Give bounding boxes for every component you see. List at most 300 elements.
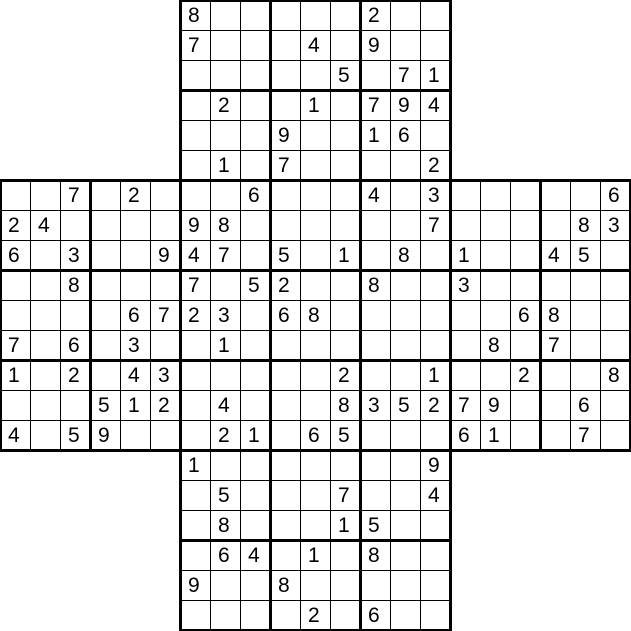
cell-r3c9-empty[interactable] <box>240 60 271 91</box>
cell-r19c11-given: 1 <box>300 540 331 571</box>
cell-r13c16-empty[interactable] <box>450 360 481 391</box>
cell-r8c17-empty[interactable] <box>480 210 511 241</box>
cell-r4c13-given: 7 <box>360 90 391 121</box>
cell-r10c13-given: 8 <box>360 270 391 301</box>
cell-r7c11-empty[interactable] <box>300 180 331 211</box>
cell-r6c7-empty[interactable] <box>180 150 211 181</box>
cell-r8c14-empty[interactable] <box>390 210 421 241</box>
cell-r18c14-empty[interactable] <box>390 510 421 541</box>
cell-r8c13-empty[interactable] <box>360 210 391 241</box>
cell-r7c17-empty[interactable] <box>480 180 511 211</box>
cell-r12c21-empty[interactable] <box>600 330 631 361</box>
cell-r14c17-given: 9 <box>480 390 511 421</box>
cell-r10c21-empty[interactable] <box>600 270 631 301</box>
cell-r7c21-given: 6 <box>600 180 631 211</box>
cell-r15c1-given: 4 <box>0 420 31 451</box>
cell-r1c12-empty[interactable] <box>330 0 361 31</box>
cell-r5c14-given: 6 <box>390 120 421 151</box>
cell-r20c11-empty[interactable] <box>300 570 331 601</box>
cell-r2c15-empty[interactable] <box>420 30 451 61</box>
cell-r7c15-given: 3 <box>420 180 451 211</box>
cell-r18c11-empty[interactable] <box>300 510 331 541</box>
cell-r11c13-empty[interactable] <box>360 300 391 331</box>
cell-r14c11-empty[interactable] <box>300 390 331 421</box>
cell-r8c3-empty[interactable] <box>60 210 91 241</box>
cell-r15c10-empty[interactable] <box>270 420 301 451</box>
cell-r12c16-empty[interactable] <box>450 330 481 361</box>
cell-r20c9-empty[interactable] <box>240 570 271 601</box>
cell-r14c13-given: 3 <box>360 390 391 421</box>
cell-r8c9-empty[interactable] <box>240 210 271 241</box>
cell-r4c11-given: 1 <box>300 90 331 121</box>
cell-r8c15-given: 7 <box>420 210 451 241</box>
cell-r4c7-empty[interactable] <box>180 90 211 121</box>
cell-r9c5-empty[interactable] <box>120 240 151 271</box>
cell-r11c18-given: 6 <box>510 300 541 331</box>
cell-r1c14-empty[interactable] <box>390 0 421 31</box>
cell-r1c15-empty[interactable] <box>420 0 451 31</box>
cell-r12c6-empty[interactable] <box>150 330 181 361</box>
cell-r3c11-empty[interactable] <box>300 60 331 91</box>
cell-r6c14-empty[interactable] <box>390 150 421 181</box>
cell-r11c3-empty[interactable] <box>60 300 91 331</box>
cell-r20c15-empty[interactable] <box>420 570 451 601</box>
cell-r8c7-given: 9 <box>180 210 211 241</box>
cell-r14c5-given: 1 <box>120 390 151 421</box>
cell-r14c1-empty[interactable] <box>0 390 31 421</box>
cell-r19c7-empty[interactable] <box>180 540 211 571</box>
cell-r7c18-empty[interactable] <box>510 180 541 211</box>
cell-r8c4-empty[interactable] <box>90 210 121 241</box>
cell-r8c21-given: 3 <box>600 210 631 241</box>
cell-r13c9-empty[interactable] <box>240 360 271 391</box>
cell-r5c10-given: 9 <box>270 120 301 151</box>
cell-r11c2-empty[interactable] <box>30 300 61 331</box>
cell-r14c18-empty[interactable] <box>510 390 541 421</box>
cell-r16c15-given: 9 <box>420 450 451 481</box>
cell-r8c6-empty[interactable] <box>150 210 181 241</box>
cell-r11c1-empty[interactable] <box>0 300 31 331</box>
cell-r12c10-empty[interactable] <box>270 330 301 361</box>
cell-r14c7-empty[interactable] <box>180 390 211 421</box>
cell-r3c10-empty[interactable] <box>270 60 301 91</box>
cell-r9c20-given: 5 <box>570 240 601 271</box>
cell-r18c8-given: 8 <box>210 510 241 541</box>
cell-r9c1-given: 6 <box>0 240 31 271</box>
cell-r13c5-given: 4 <box>120 360 151 391</box>
cell-r5c13-given: 1 <box>360 120 391 151</box>
cell-r14c3-empty[interactable] <box>60 390 91 421</box>
cell-r20c10-given: 8 <box>270 570 301 601</box>
cell-r8c10-empty[interactable] <box>270 210 301 241</box>
cell-r13c11-empty[interactable] <box>300 360 331 391</box>
cell-r15c2-empty[interactable] <box>30 420 61 451</box>
cell-r12c8-given: 1 <box>210 330 241 361</box>
cell-r6c12-empty[interactable] <box>330 150 361 181</box>
cell-r21c9-empty[interactable] <box>240 600 271 631</box>
cell-r11c5-given: 6 <box>120 300 151 331</box>
cell-r13c15-given: 1 <box>420 360 451 391</box>
cell-r7c7-empty[interactable] <box>180 180 211 211</box>
cell-r17c11-empty[interactable] <box>300 480 331 511</box>
cell-r14c21-empty[interactable] <box>600 390 631 421</box>
cell-r15c8-given: 2 <box>210 420 241 451</box>
cell-r14c4-given: 5 <box>90 390 121 421</box>
cell-r12c13-empty[interactable] <box>360 330 391 361</box>
cell-r21c7-empty[interactable] <box>180 600 211 631</box>
cell-r10c9-given: 5 <box>240 270 271 301</box>
cell-r7c8-empty[interactable] <box>210 180 241 211</box>
cell-r8c5-empty[interactable] <box>120 210 151 241</box>
cell-r15c7-empty[interactable] <box>180 420 211 451</box>
cell-r10c2-empty[interactable] <box>30 270 61 301</box>
cell-r10c14-empty[interactable] <box>390 270 421 301</box>
cell-r6c8-given: 1 <box>210 150 241 181</box>
cell-r16c8-empty[interactable] <box>210 450 241 481</box>
cell-r5c11-empty[interactable] <box>300 120 331 151</box>
cell-r10c5-empty[interactable] <box>120 270 151 301</box>
grid-box-line <box>180 539 451 542</box>
cell-r13c12-given: 2 <box>330 360 361 391</box>
cell-r9c18-empty[interactable] <box>510 240 541 271</box>
cell-r10c15-empty[interactable] <box>420 270 451 301</box>
cell-r15c18-empty[interactable] <box>510 420 541 451</box>
cell-r11c15-empty[interactable] <box>420 300 451 331</box>
cell-r11c9-empty[interactable] <box>240 300 271 331</box>
cell-r17c14-empty[interactable] <box>390 480 421 511</box>
cell-r16c10-empty[interactable] <box>270 450 301 481</box>
cell-r20c7-given: 9 <box>180 570 211 601</box>
cell-r17c8-given: 5 <box>210 480 241 511</box>
cell-r9c6-given: 9 <box>150 240 181 271</box>
cell-r5c12-empty[interactable] <box>330 120 361 151</box>
grid-box-line <box>0 449 631 452</box>
cell-r11c20-empty[interactable] <box>570 300 601 331</box>
cell-r3c7-empty[interactable] <box>180 60 211 91</box>
cell-r15c5-empty[interactable] <box>120 420 151 451</box>
cell-r17c9-empty[interactable] <box>240 480 271 511</box>
cell-r12c19-given: 7 <box>540 330 571 361</box>
cell-r11c7-given: 2 <box>180 300 211 331</box>
cell-r19c15-empty[interactable] <box>420 540 451 571</box>
grid-box-line <box>0 180 2 451</box>
cell-r18c10-empty[interactable] <box>270 510 301 541</box>
cell-r11c19-given: 8 <box>540 300 571 331</box>
cell-r2c10-empty[interactable] <box>270 30 301 61</box>
cell-r6c10-given: 7 <box>270 150 301 181</box>
cell-r8c20-given: 8 <box>570 210 601 241</box>
grid-box-line <box>449 0 452 631</box>
cell-r10c19-empty[interactable] <box>540 270 571 301</box>
cell-r8c18-empty[interactable] <box>510 210 541 241</box>
cell-r7c6-empty[interactable] <box>150 180 181 211</box>
cell-r12c2-empty[interactable] <box>30 330 61 361</box>
cell-r17c13-empty[interactable] <box>360 480 391 511</box>
cell-r14c16-given: 7 <box>450 390 481 421</box>
grid-box-line <box>359 0 362 631</box>
cell-r12c9-empty[interactable] <box>240 330 271 361</box>
cell-r10c12-empty[interactable] <box>330 270 361 301</box>
cell-r7c5-given: 2 <box>120 180 151 211</box>
cell-r17c15-given: 4 <box>420 480 451 511</box>
grid-box-line <box>0 179 631 182</box>
cell-r13c8-empty[interactable] <box>210 360 241 391</box>
cell-r13c18-given: 2 <box>510 360 541 391</box>
cell-r18c12-given: 1 <box>330 510 361 541</box>
cell-r4c8-given: 2 <box>210 90 241 121</box>
cell-r9c16-given: 1 <box>450 240 481 271</box>
cell-r4c14-given: 9 <box>390 90 421 121</box>
cell-r20c8-empty[interactable] <box>210 570 241 601</box>
cell-r1c7-given: 8 <box>180 0 211 31</box>
cell-r11c11-given: 8 <box>300 300 331 331</box>
cell-r7c12-empty[interactable] <box>330 180 361 211</box>
cell-r2c9-empty[interactable] <box>240 30 271 61</box>
cell-r13c21-given: 8 <box>600 360 631 391</box>
cell-r13c10-empty[interactable] <box>270 360 301 391</box>
cell-r8c19-empty[interactable] <box>540 210 571 241</box>
cell-r7c2-empty[interactable] <box>30 180 61 211</box>
grid-box-line <box>0 359 631 362</box>
grid-box-line <box>180 0 451 2</box>
cell-r7c19-empty[interactable] <box>540 180 571 211</box>
cell-r1c8-empty[interactable] <box>210 0 241 31</box>
cell-r9c19-given: 4 <box>540 240 571 271</box>
cell-r19c13-given: 8 <box>360 540 391 571</box>
cell-r15c15-empty[interactable] <box>420 420 451 451</box>
cell-r16c14-empty[interactable] <box>390 450 421 481</box>
cell-r2c14-empty[interactable] <box>390 30 421 61</box>
cell-r12c1-given: 7 <box>0 330 31 361</box>
cell-r13c14-empty[interactable] <box>390 360 421 391</box>
cell-r18c15-empty[interactable] <box>420 510 451 541</box>
cell-r8c1-given: 2 <box>0 210 31 241</box>
cell-r11c21-empty[interactable] <box>600 300 631 331</box>
cell-r10c1-empty[interactable] <box>0 270 31 301</box>
cell-r8c11-empty[interactable] <box>300 210 331 241</box>
cell-r9c21-empty[interactable] <box>600 240 631 271</box>
cell-r10c4-empty[interactable] <box>90 270 121 301</box>
cell-r19c10-empty[interactable] <box>270 540 301 571</box>
cell-r11c6-given: 7 <box>150 300 181 331</box>
cell-r13c20-empty[interactable] <box>570 360 601 391</box>
cell-r9c15-empty[interactable] <box>420 240 451 271</box>
cell-r8c12-empty[interactable] <box>330 210 361 241</box>
cell-r18c7-empty[interactable] <box>180 510 211 541</box>
cell-r7c1-empty[interactable] <box>0 180 31 211</box>
cell-r7c9-given: 6 <box>240 180 271 211</box>
cell-r17c10-empty[interactable] <box>270 480 301 511</box>
cell-r12c4-empty[interactable] <box>90 330 121 361</box>
cell-r12c7-empty[interactable] <box>180 330 211 361</box>
cell-r4c15-given: 4 <box>420 90 451 121</box>
cell-r2c12-empty[interactable] <box>330 30 361 61</box>
cell-r16c12-empty[interactable] <box>330 450 361 481</box>
cell-r15c4-given: 9 <box>90 420 121 451</box>
cell-r12c17-given: 8 <box>480 330 511 361</box>
cell-r7c4-empty[interactable] <box>90 180 121 211</box>
cell-r20c12-empty[interactable] <box>330 570 361 601</box>
cell-r11c4-empty[interactable] <box>90 300 121 331</box>
cell-r14c19-empty[interactable] <box>540 390 571 421</box>
cell-r9c2-empty[interactable] <box>30 240 61 271</box>
cell-r21c10-empty[interactable] <box>270 600 301 631</box>
cell-r15c6-empty[interactable] <box>150 420 181 451</box>
cell-r10c6-empty[interactable] <box>150 270 181 301</box>
cell-r7c13-given: 4 <box>360 180 391 211</box>
cell-r6c11-empty[interactable] <box>300 150 331 181</box>
cell-r1c10-empty[interactable] <box>270 0 301 31</box>
cell-r14c8-given: 4 <box>210 390 241 421</box>
grid-box-line <box>539 180 542 451</box>
cell-r16c7-given: 1 <box>180 450 211 481</box>
cell-r18c9-empty[interactable] <box>240 510 271 541</box>
cell-r21c8-empty[interactable] <box>210 600 241 631</box>
cell-r20c14-empty[interactable] <box>390 570 421 601</box>
cell-r9c3-given: 3 <box>60 240 91 271</box>
cell-r3c13-empty[interactable] <box>360 60 391 91</box>
cell-r8c16-empty[interactable] <box>450 210 481 241</box>
cell-r6c15-given: 2 <box>420 150 451 181</box>
cell-r19c8-given: 6 <box>210 540 241 571</box>
cell-r17c7-empty[interactable] <box>180 480 211 511</box>
cell-r1c9-empty[interactable] <box>240 0 271 31</box>
cell-r11c16-empty[interactable] <box>450 300 481 331</box>
cell-r4c10-empty[interactable] <box>270 90 301 121</box>
cell-r12c5-given: 3 <box>120 330 151 361</box>
cell-r15c3-given: 5 <box>60 420 91 451</box>
cell-r15c9-given: 1 <box>240 420 271 451</box>
cell-r19c12-empty[interactable] <box>330 540 361 571</box>
cell-r7c14-empty[interactable] <box>390 180 421 211</box>
cell-r13c2-empty[interactable] <box>30 360 61 391</box>
cell-r5c9-empty[interactable] <box>240 120 271 151</box>
cell-r12c15-empty[interactable] <box>420 330 451 361</box>
cell-r9c10-given: 5 <box>270 240 301 271</box>
cell-r9c11-empty[interactable] <box>300 240 331 271</box>
cell-r21c14-empty[interactable] <box>390 600 421 631</box>
cell-r4c9-empty[interactable] <box>240 90 271 121</box>
grid-box-line <box>269 0 272 631</box>
cell-r2c11-given: 4 <box>300 30 331 61</box>
cell-r14c12-given: 8 <box>330 390 361 421</box>
grid-box-line <box>0 269 631 272</box>
cell-r15c17-given: 1 <box>480 420 511 451</box>
cell-r3c12-given: 5 <box>330 60 361 91</box>
cell-r6c9-empty[interactable] <box>240 150 271 181</box>
cell-r10c17-empty[interactable] <box>480 270 511 301</box>
cell-r13c4-empty[interactable] <box>90 360 121 391</box>
cell-r9c13-empty[interactable] <box>360 240 391 271</box>
cell-r11c8-given: 3 <box>210 300 241 331</box>
cell-r10c10-given: 2 <box>270 270 301 301</box>
cell-r21c12-empty[interactable] <box>330 600 361 631</box>
cell-r5c7-empty[interactable] <box>180 120 211 151</box>
cell-r14c9-empty[interactable] <box>240 390 271 421</box>
cell-r11c17-empty[interactable] <box>480 300 511 331</box>
cell-r19c14-empty[interactable] <box>390 540 421 571</box>
cell-r2c13-given: 9 <box>360 30 391 61</box>
cell-r7c16-empty[interactable] <box>450 180 481 211</box>
grid-box-line <box>89 180 92 451</box>
cell-r15c20-given: 7 <box>570 420 601 451</box>
cell-r16c13-empty[interactable] <box>360 450 391 481</box>
cell-r20c13-empty[interactable] <box>360 570 391 601</box>
cell-r5c8-empty[interactable] <box>210 120 241 151</box>
cell-r16c9-empty[interactable] <box>240 450 271 481</box>
cell-r3c8-empty[interactable] <box>210 60 241 91</box>
cell-r9c17-empty[interactable] <box>480 240 511 271</box>
cell-r14c6-given: 2 <box>150 390 181 421</box>
cell-r21c13-given: 6 <box>360 600 391 631</box>
cell-r13c17-empty[interactable] <box>480 360 511 391</box>
cell-r14c15-given: 2 <box>420 390 451 421</box>
cell-r12c3-given: 6 <box>60 330 91 361</box>
cell-r13c13-empty[interactable] <box>360 360 391 391</box>
cell-r9c9-empty[interactable] <box>240 240 271 271</box>
cell-r15c19-empty[interactable] <box>540 420 571 451</box>
cell-r16c11-empty[interactable] <box>300 450 331 481</box>
cell-r14c10-empty[interactable] <box>270 390 301 421</box>
cell-r11c12-empty[interactable] <box>330 300 361 331</box>
cell-r15c12-given: 5 <box>330 420 361 451</box>
cell-r6c13-empty[interactable] <box>360 150 391 181</box>
cell-r12c14-empty[interactable] <box>390 330 421 361</box>
cell-r12c11-empty[interactable] <box>300 330 331 361</box>
cell-r12c18-empty[interactable] <box>510 330 541 361</box>
cell-r11c14-empty[interactable] <box>390 300 421 331</box>
cell-r14c14-given: 5 <box>390 390 421 421</box>
cell-r13c3-given: 2 <box>60 360 91 391</box>
cell-r9c14-given: 8 <box>390 240 421 271</box>
cell-r5c15-empty[interactable] <box>420 120 451 151</box>
cell-r9c12-given: 1 <box>330 240 361 271</box>
cell-r2c8-empty[interactable] <box>210 30 241 61</box>
cell-r3c14-given: 7 <box>390 60 421 91</box>
cell-r10c8-empty[interactable] <box>210 270 241 301</box>
cell-r15c21-empty[interactable] <box>600 420 631 451</box>
cell-r15c14-empty[interactable] <box>390 420 421 451</box>
cell-r10c20-empty[interactable] <box>570 270 601 301</box>
cell-r7c20-empty[interactable] <box>570 180 601 211</box>
cell-r11c10-given: 6 <box>270 300 301 331</box>
cell-r7c10-empty[interactable] <box>270 180 301 211</box>
cell-r13c19-empty[interactable] <box>540 360 571 391</box>
cell-r14c2-empty[interactable] <box>30 390 61 421</box>
cell-r13c7-empty[interactable] <box>180 360 211 391</box>
cell-r10c11-empty[interactable] <box>300 270 331 301</box>
cell-r12c20-empty[interactable] <box>570 330 601 361</box>
cell-r13c1-given: 1 <box>0 360 31 391</box>
cell-r12c12-empty[interactable] <box>330 330 361 361</box>
cell-r21c15-empty[interactable] <box>420 600 451 631</box>
cell-r1c13-given: 2 <box>360 0 391 31</box>
cell-r9c4-empty[interactable] <box>90 240 121 271</box>
cell-r3c15-given: 1 <box>420 60 451 91</box>
cell-r8c8-given: 8 <box>210 210 241 241</box>
cell-r9c7-given: 4 <box>180 240 211 271</box>
cell-r10c18-empty[interactable] <box>510 270 541 301</box>
cell-r14c20-given: 6 <box>570 390 601 421</box>
cell-r15c11-given: 6 <box>300 420 331 451</box>
cell-r10c7-given: 7 <box>180 270 211 301</box>
cell-r4c12-empty[interactable] <box>330 90 361 121</box>
cell-r15c13-empty[interactable] <box>360 420 391 451</box>
cell-r8c2-given: 4 <box>30 210 61 241</box>
cell-r19c9-given: 4 <box>240 540 271 571</box>
cell-r1c11-empty[interactable] <box>300 0 331 31</box>
grid-box-line <box>180 89 451 92</box>
